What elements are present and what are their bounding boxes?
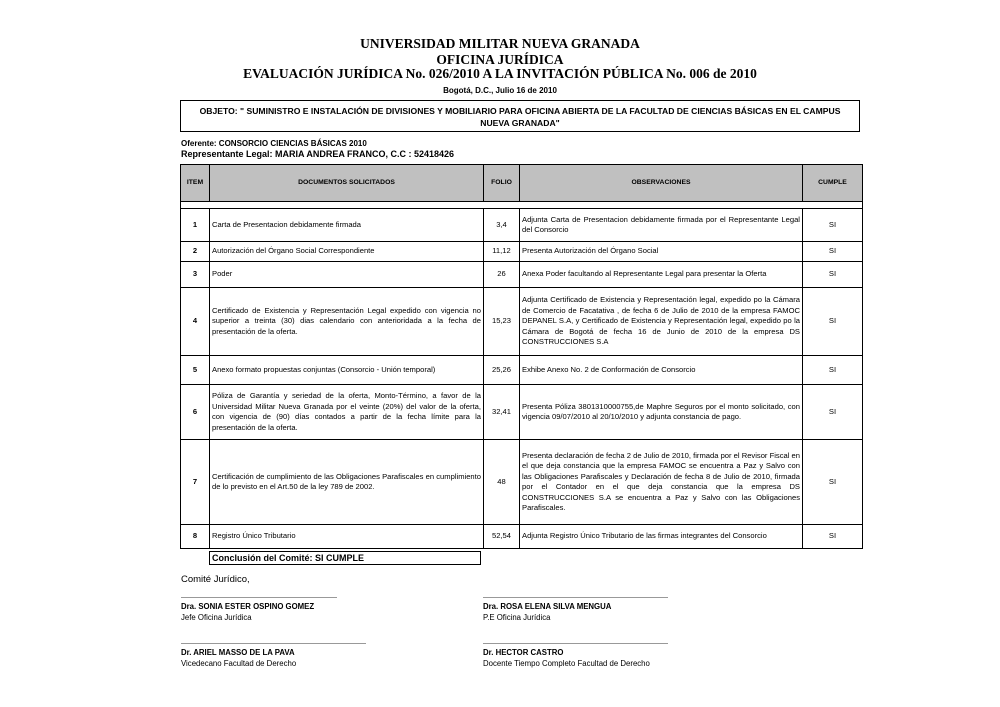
row-folio: 25,26 [484, 356, 520, 385]
table-gap [181, 202, 863, 209]
row-item: 6 [181, 385, 210, 440]
row-observacion: Adjunta Carta de Presentacion debidamente firmada por el Representante Legal del Consorcio [520, 209, 803, 242]
header-observaciones: OBSERVACIONES [520, 165, 803, 202]
header-folio: FOLIO [484, 165, 520, 202]
table-row [181, 440, 863, 525]
signature-block [483, 597, 668, 623]
table-row [181, 356, 863, 385]
row-cumple: SI [803, 385, 863, 440]
row-cumple: SI [803, 242, 863, 262]
signatory-role: Docente Tiempo Completo Facultad de Derecho [483, 659, 650, 668]
row-observacion: Anexa Poder facultando al Representante Legal para presentar la Oferta [520, 262, 803, 288]
signatory-name: Dra. SONIA ESTER OSPINO GOMEZ [181, 602, 315, 611]
signatory-role: Vicedecano Facultad de Derecho [181, 659, 297, 668]
header-cumple: CUMPLE [803, 165, 863, 202]
signature-line [181, 643, 366, 644]
row-cumple: SI [803, 262, 863, 288]
table-row [181, 242, 863, 262]
oferente-label: Oferente: CONSORCIO CIENCIAS BÁSICAS 2010 [181, 139, 367, 148]
row-documento: Poder [210, 262, 484, 288]
row-observacion: Adjunta Certificado de Existencia y Representación legal, expedido po la Cámara de Comercio de Facatativa , de fecha 6 de Julio de 2010 de la empresa FAMOC DEPANEL S.A, y Certificado de Existencia y Representación legal, expedido po la Cámara de Bogotá de fecha 16 de Junio de 2010 de la empresa DS CONSTRUCCIONES S.A [520, 288, 803, 356]
row-folio: 48 [484, 440, 520, 525]
row-documento: Póliza de Garantía y seriedad de la oferta, Monto-Término, a favor de la Universidad Militar Nueva Granada por el veinte (20%) del valor de la oferta, con vigencia de (90) días contados a partir de la fecha límite para la presentación de la oferta. [210, 385, 484, 440]
conclusion-box: Conclusión del Comité: SI CUMPLE [209, 551, 481, 565]
row-observacion: Exhibe Anexo No. 2 de Conformación de Consorcio [520, 356, 803, 385]
row-item: 2 [181, 242, 210, 262]
university-title: UNIVERSIDAD MILITAR NUEVA GRANADA [360, 36, 640, 51]
table-row [181, 262, 863, 288]
signature-block [181, 643, 366, 669]
row-folio: 3,4 [484, 209, 520, 242]
row-item: 5 [181, 356, 210, 385]
row-documento: Autorización del Órgano Social Correspondiente [210, 242, 484, 262]
row-item: 4 [181, 288, 210, 356]
documents-table [180, 164, 863, 549]
row-folio: 11,12 [484, 242, 520, 262]
row-documento: Carta de Presentacion debidamente firmada [210, 209, 484, 242]
row-folio: 15,23 [484, 288, 520, 356]
header-documentos: DOCUMENTOS SOLICITADOS [210, 165, 484, 202]
signatory-name: Dr. ARIEL MASSO DE LA PAVA [181, 648, 295, 657]
office-title: OFICINA JURÍDICA [436, 52, 564, 67]
signature-line [483, 597, 668, 598]
signature-line [483, 643, 668, 644]
row-observacion: Presenta Póliza 3801310000755,de Maphre Seguros por el monto solicitado, con vigencia 09/07/2010 al 20/10/2010 y adjunta constancia de pago. [520, 385, 803, 440]
row-item: 7 [181, 440, 210, 525]
table-row [181, 385, 863, 440]
row-item: 8 [181, 525, 210, 549]
signatory-role: Jefe Oficina Jurídica [181, 613, 252, 622]
signature-block [181, 597, 337, 623]
evaluation-title: EVALUACIÓN JURÍDICA No. 026/2010 A LA INVITACIÓN PÚBLICA No. 006 de 2010 [243, 66, 757, 81]
representante-label: Representante Legal: MARIA ANDREA FRANCO, C.C : 52418426 [181, 149, 455, 159]
row-folio: 26 [484, 262, 520, 288]
table-row [181, 288, 863, 356]
row-cumple: SI [803, 440, 863, 525]
row-item: 3 [181, 262, 210, 288]
signature-block [483, 643, 703, 669]
row-cumple: SI [803, 209, 863, 242]
row-cumple: SI [803, 525, 863, 549]
document-date: Bogotá, D.C., Julio 16 de 2010 [443, 86, 557, 95]
row-observacion: Presenta declaración de fecha 2 de Julio de 2010, firmada por el Revisor Fiscal en el que deja constancia que la empresa FAMOC se encuentra a Paz y Salvo con las Obligaciones Parafiscales y Declaración de fecha 8 de Julio de 2010, firmada por el Contador en el que deja constancia que la empresa DS CONSTRUCCIONES S.A se encuentra a Paz y Salvo con las Obligaciones Parafiscales. [520, 440, 803, 525]
row-cumple: SI [803, 356, 863, 385]
row-documento: Anexo formato propuestas conjuntas (Consorcio - Unión temporal) [210, 356, 484, 385]
row-documento: Registro Único Tributario [210, 525, 484, 549]
signatory-role: P.E Oficina Jurídica [483, 613, 551, 622]
header-item: ITEM [181, 165, 210, 202]
row-documento: Certificación de cumplimiento de las Obligaciones Parafiscales en cumplimiento de lo previsto en el Art.50 de la ley 789 de 2002. [210, 440, 484, 525]
signatory-name: Dr. HECTOR CASTRO [483, 648, 564, 657]
signatory-name: Dra. ROSA ELENA SILVA MENGUA [483, 602, 612, 611]
objeto-box: OBJETO: " SUMINISTRO E INSTALACIÓN DE DIVISIONES Y MOBILIARIO PARA OFICINA ABIERTA DE LA FACULTAD DE CIENCIAS BÁSICAS EN EL CAMPUS NUEVA GRANADA" [180, 100, 860, 132]
row-observacion: Adjunta Registro Único Tributario de las firmas integrantes del Consorcio [520, 525, 803, 549]
table-row [181, 525, 863, 549]
row-folio: 32,41 [484, 385, 520, 440]
row-cumple: SI [803, 288, 863, 356]
row-observacion: Presenta Autorización del Órgano Social [520, 242, 803, 262]
table-header-row [181, 165, 863, 202]
row-documento: Certificado de Existencia y Representación Legal expedido con vigencia no superior a treinta (30) dias calendario con anterioridada a la fecha de presentación de la oferta. [210, 288, 484, 356]
row-item: 1 [181, 209, 210, 242]
comite-label: Comité Jurídico, [181, 574, 250, 585]
table-row [181, 209, 863, 242]
row-folio: 52,54 [484, 525, 520, 549]
signature-line [181, 597, 337, 598]
